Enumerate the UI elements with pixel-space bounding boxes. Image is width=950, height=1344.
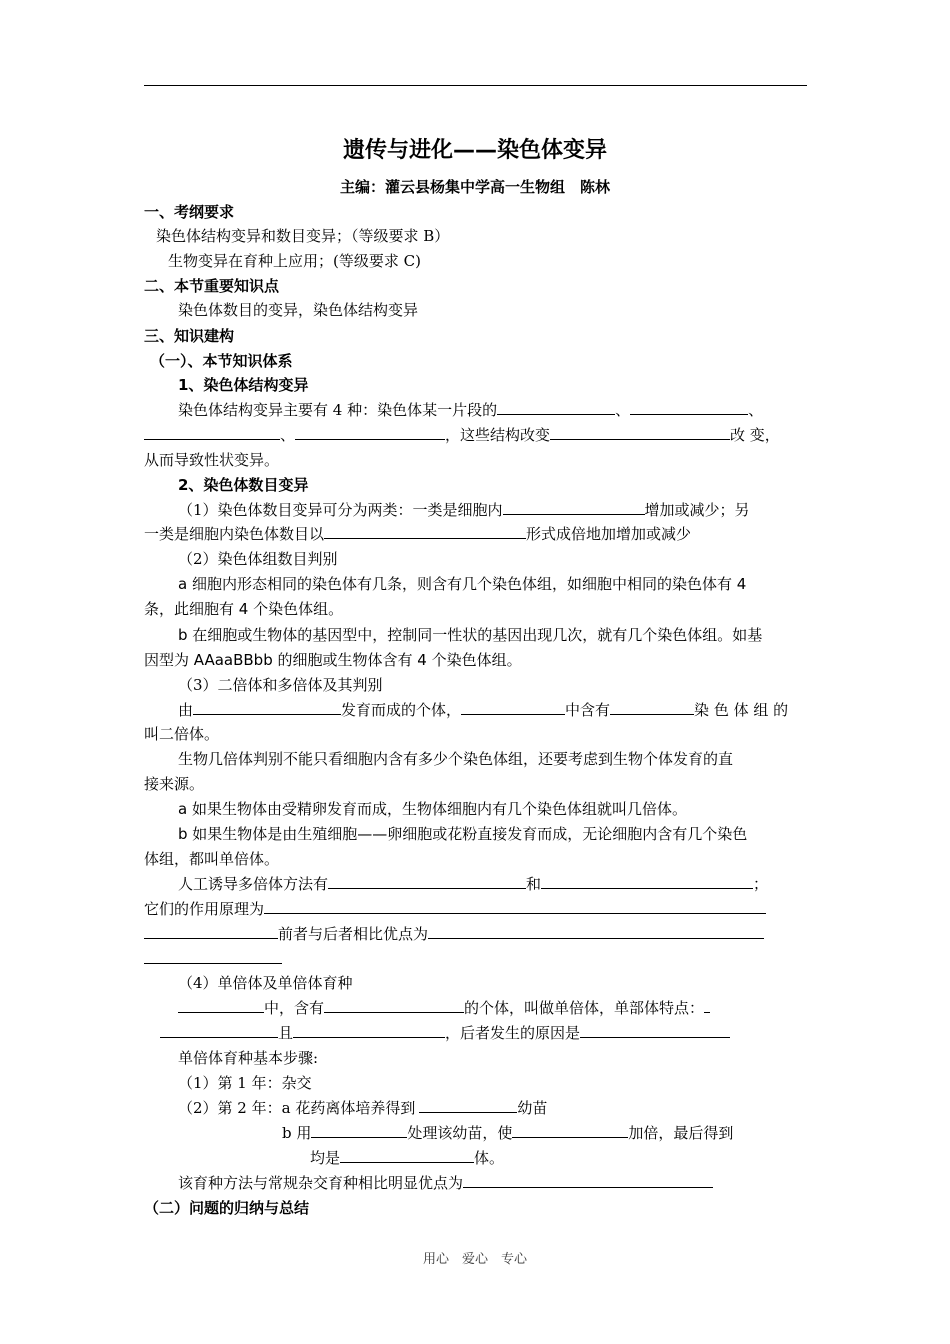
p2-4-line-1	[144, 996, 841, 1020]
p2-3-text-d: 染 色 体 组 的	[694, 701, 789, 719]
blank-field[interactable]	[512, 1121, 628, 1138]
sec2-text: 染色体数目的变异，染色体结构变异	[178, 301, 419, 319]
p2-a-line-2: 条，此细胞有 4 个染色体组。	[144, 600, 344, 618]
p1-line-3: 从而导致性状变异。	[144, 451, 280, 469]
p2-3-line-11	[144, 947, 807, 971]
blank-field[interactable]	[311, 1121, 407, 1138]
p2-4-line-7	[144, 1146, 950, 1170]
blank-field[interactable]	[264, 897, 766, 914]
blank-field[interactable]	[503, 498, 645, 515]
p2-3-text-l: 和	[526, 875, 542, 893]
p2-4-text-j: 处理该幼苗，使	[407, 1124, 513, 1142]
point-2-title: 2、染色体数目变异	[178, 476, 309, 494]
p2-1-text-c: 一类是细胞内染色体数目以	[144, 525, 325, 543]
p1-line-2	[144, 423, 807, 447]
p2-3-line-3: 生物几倍体判别不能只看细胞内含有多少个染色体组，还要考虑到生物个体发育的直	[178, 750, 734, 768]
p2-3-line-10	[144, 922, 807, 946]
p2-4-text-a: 中，含有	[264, 999, 325, 1017]
sep: 、	[748, 401, 764, 419]
page-footer: 用心 爱心 专心	[422, 1252, 527, 1267]
p2-b-line-1: b 在细胞或生物体的基因型中，控制同一性状的基因出现几次，就有几个染色体组。如基	[178, 626, 763, 644]
p2-3-text-c: 中含有	[565, 701, 611, 719]
p2-3-line-8	[144, 872, 841, 896]
p2-4-heading: （4）单倍体及单倍体育种	[178, 974, 353, 992]
blank-field[interactable]	[630, 398, 748, 415]
p2-3-line-7: 体组，都叫单倍体。	[144, 850, 280, 868]
p2-4-line-2	[144, 1021, 823, 1045]
blank-field[interactable]	[144, 922, 278, 939]
blank-field[interactable]	[580, 1021, 730, 1038]
blank-field[interactable]	[340, 1146, 474, 1163]
p2-3-heading: （3）二倍体和多倍体及其判别	[178, 676, 383, 694]
p2-a-line-1: a 细胞内形态相同的染色体有几条，则含有几个染色体组，如细胞中相同的染色体有 4	[178, 575, 747, 593]
blank-field[interactable]	[178, 996, 264, 1013]
blank-field[interactable]	[324, 522, 526, 539]
p2-4-text-d: ，后者发生的原因是	[445, 1024, 581, 1042]
blank-field[interactable]	[463, 1171, 713, 1188]
header-rule	[144, 85, 807, 86]
p2-3-line-1	[144, 698, 841, 722]
blank-field[interactable]	[461, 698, 565, 715]
sec1-item-1: 染色体结构变异和数目变异；（等级要求 B）	[156, 227, 450, 245]
point-1-title: 1、染色体结构变异	[178, 376, 309, 394]
section-2-heading: 二、本节重要知识点	[144, 277, 280, 295]
p2-4-text-k: 加倍，最后得到	[628, 1124, 734, 1142]
blank-field[interactable]	[295, 423, 445, 440]
p2-3-text-a: 由	[178, 701, 194, 719]
blank-field[interactable]	[541, 872, 753, 889]
p2-3-line-5: a 如果生物体由受精卵发育而成，生物体细胞内有几个染色体组就叫几倍体。	[178, 800, 687, 818]
blank-field[interactable]	[704, 996, 710, 1013]
p2-4-text-b: 的个体，叫做单倍体，单部体特点：	[464, 999, 705, 1017]
p2-4-text-h: 幼苗	[517, 1099, 548, 1117]
sec1-item-2: 生物变异在育种上应用；(等级要求 C)	[168, 252, 421, 270]
author-line: 主编：灌云县杨集中学高一生物组 陈林	[339, 178, 610, 196]
p2-3-text-m: ；	[753, 875, 769, 893]
p2-1-text-a: （1）染色体数目变异可分为两类：一类是细胞内	[178, 501, 503, 519]
subsection-1-heading: （一）、本节知识体系	[150, 352, 293, 370]
p2-4-text-m: 体。	[474, 1149, 505, 1167]
p2-1-line-2	[144, 522, 807, 546]
blank-field[interactable]	[144, 423, 280, 440]
blank-field[interactable]	[610, 698, 694, 715]
blank-field[interactable]	[419, 1096, 517, 1113]
blank-field[interactable]	[328, 872, 526, 889]
p2-3-line-2: 叫二倍体。	[144, 725, 220, 743]
p2-4-line-3: 单倍体育种基本步骤:	[178, 1049, 319, 1067]
blank-field[interactable]	[497, 398, 615, 415]
p2-3-text-n: 它们的作用原理为	[144, 900, 265, 918]
p2-4-text-n: 该育种方法与常规杂交育种相比明显优点为	[178, 1174, 464, 1192]
p2-4-line-4: （1）第 1 年：杂交	[178, 1074, 312, 1092]
blank-field[interactable]	[293, 1021, 445, 1038]
p2-3-text-o: 前者与后者相比优点为	[278, 925, 429, 943]
p2-2-heading: （2）染色体组数目判别	[178, 550, 338, 568]
section-1-heading: 一、考纲要求	[144, 203, 235, 221]
sep: 、	[280, 426, 296, 444]
p1-text-a: 染色体结构变异主要有 4 种：染色体某一片段的	[178, 401, 498, 419]
p1-text-b: ，这些结构改变	[445, 426, 551, 444]
section-3-heading: 三、知识建构	[144, 327, 235, 345]
p2-1-text-d: 形式成倍地加增加或减少	[526, 525, 692, 543]
p2-4-line-6	[144, 1121, 945, 1145]
p2-4-line-8	[144, 1171, 841, 1195]
blank-field[interactable]	[144, 947, 282, 964]
p1-line-1	[144, 398, 841, 422]
p2-4-text-g: （2）第 2 年：a 花药离体培养得到	[178, 1099, 416, 1117]
subsection-2-heading: （二）问题的归纳与总结	[144, 1199, 310, 1217]
p2-1-text-b: 增加或减少；另	[644, 501, 750, 519]
p2-3-text-b: 发育而成的个体，	[341, 701, 462, 719]
p2-3-line-4: 接来源。	[144, 775, 205, 793]
p2-4-line-5	[144, 1096, 841, 1120]
blank-field[interactable]	[550, 423, 730, 440]
blank-field[interactable]	[324, 996, 464, 1013]
p2-4-text-c: 且	[278, 1024, 294, 1042]
p2-1-line-1	[144, 498, 841, 522]
p1-text-c: 改 变，	[730, 426, 780, 444]
sep: 、	[615, 401, 631, 419]
page-title: 遗传与进化——染色体变异	[342, 138, 607, 163]
p2-4-text-l: 均是	[310, 1149, 341, 1167]
blank-field[interactable]	[428, 922, 764, 939]
p2-b-line-2: 因型为 AAaaBBbb 的细胞或生物体含有 4 个染色体组。	[144, 651, 522, 669]
blank-field[interactable]	[160, 1021, 278, 1038]
p2-3-line-6: b 如果生物体是由生殖细胞——卵细胞或花粉直接发育而成，无论细胞内含有几个染色	[178, 825, 748, 843]
p2-3-text-k: 人工诱导多倍体方法有	[178, 875, 329, 893]
blank-field[interactable]	[193, 698, 341, 715]
p2-3-line-9	[144, 897, 807, 921]
p2-4-text-i: b 用	[282, 1124, 312, 1142]
